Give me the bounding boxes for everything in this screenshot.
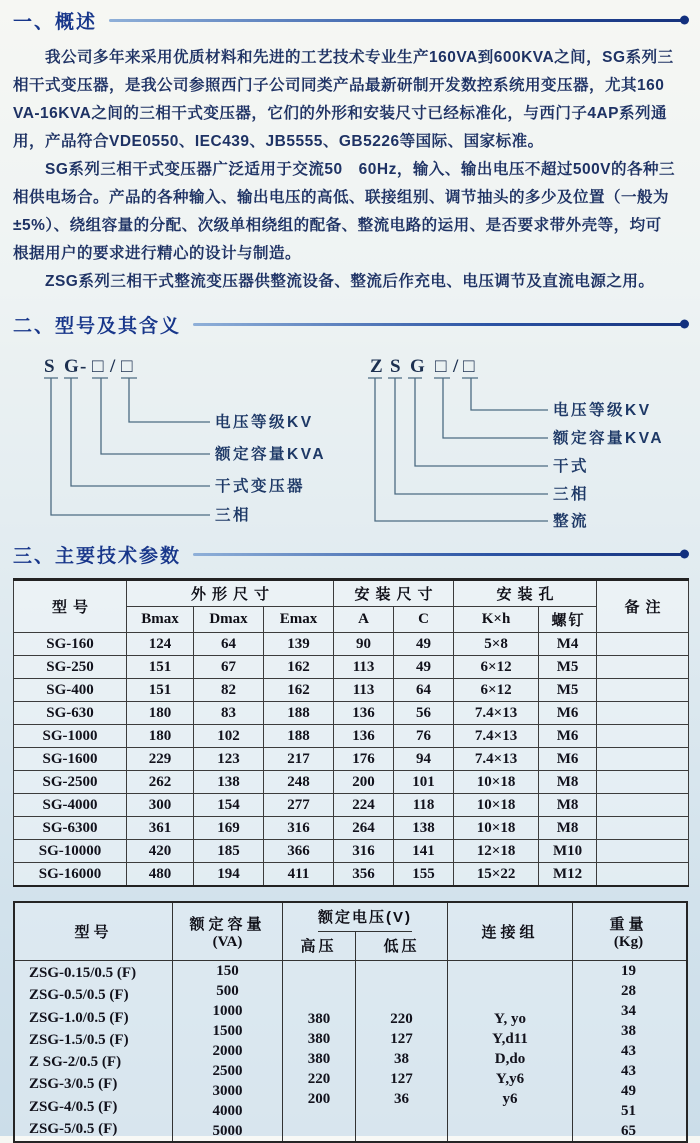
table-cell [597,840,689,863]
diagram-label: 额定容量KVA [215,446,327,463]
header-unit: (Kg) [613,933,644,950]
table-row [14,794,689,817]
capacity-value: 150 [216,963,239,979]
table-cell: 264 [334,817,394,840]
table-cell: M12 [539,863,597,887]
col-header-lv: 低压 [383,938,420,956]
table-cell: 217 [264,748,334,771]
weight-value: 38 [621,1023,636,1039]
weight-value: 28 [621,983,636,999]
table-cell: 138 [194,771,264,794]
table-cell: 229 [127,748,194,771]
table-cell: SG-1600 [14,748,127,771]
table-cell: 64 [394,679,454,702]
lead-line [129,378,210,422]
table-cell [597,771,689,794]
table-cell: 113 [334,679,394,702]
table2-body [15,961,686,1141]
table-cell: SG-6300 [14,817,127,840]
table-cell: 185 [194,840,264,863]
model-value: ZSG-5/0.5 (F) [29,1120,118,1137]
zsg-model-diagram [368,356,664,530]
table-cell [597,633,689,656]
col-header-c: C [394,607,454,633]
diagram-label: 三相 [553,486,590,503]
table2-header [15,903,686,961]
section-rule [193,553,686,556]
hv-value: 200 [307,1091,331,1107]
table-cell: 49 [394,633,454,656]
table-row [14,702,689,725]
col-header-weight [573,903,684,960]
table-cell: M8 [539,771,597,794]
table-cell: 155 [394,863,454,887]
table-cell: 154 [194,794,264,817]
table-cell: 420 [127,840,194,863]
weight-value: 49 [621,1083,636,1099]
weight-value: 43 [621,1043,636,1059]
section1-title: 一、概述 [13,11,98,33]
table-cell: 180 [127,725,194,748]
text-line: 用，产品符合VDE0550、IEC439、JB5555、GB5226等国际、国家标准。 [13,133,544,150]
table-cell: 180 [127,702,194,725]
paragraph [13,268,688,296]
text-line: SG系列三相干式变压器广泛适用于交流50 60Hz，输入、输出电压不超过500V的各种三 [13,161,676,178]
diagram-label: 额定容量KVA [553,430,665,447]
table-cell: 10×18 [454,817,539,840]
diagram-label: 干式 [553,458,590,475]
capacity-value: 3000 [212,1083,243,1099]
connection-value: Y,d11 [492,1031,528,1047]
capacity-value: 500 [216,983,239,999]
placeholder-box: □ [435,356,447,377]
table-cell: 151 [127,656,194,679]
weight-value: 34 [621,1003,636,1019]
table-cell: 262 [127,771,194,794]
lead-line [375,378,548,521]
table-cell: SG-16000 [14,863,127,887]
diagram-label: 三相 [215,507,252,524]
header-label: 重量 [609,915,648,933]
connection-value: D,do [494,1051,526,1067]
table-cell: 316 [334,840,394,863]
table-cell: 224 [334,794,394,817]
lead-line [443,378,548,438]
weight-value: 19 [621,963,636,979]
diagram-label: 电压等级KV [553,402,652,419]
table-cell: 162 [264,656,334,679]
column-capacities [173,961,283,1141]
col-header-a: A [334,607,394,633]
diagram-label: 电压等级KV [215,414,314,431]
connection-value: Y,y6 [495,1071,525,1087]
table-cell: 102 [194,725,264,748]
table-cell: M6 [539,702,597,725]
table-row [14,817,689,840]
code-char: / [453,356,459,377]
model-value: ZSG-4/0.5 (F) [29,1098,118,1115]
table-cell: M8 [539,794,597,817]
model-value: Z SG-2/0.5 (F) [29,1054,122,1071]
lv-value: 220 [390,1011,413,1027]
table-cell: 7.4×13 [454,748,539,771]
table1-body [14,633,689,887]
code-char: S [390,356,401,377]
table-cell: 83 [194,702,264,725]
table-cell [597,725,689,748]
table-cell: 188 [264,725,334,748]
voltage-subheaders [283,932,448,960]
text-line: ZSG系列三相干式整流变压器供整流设备、整流后作充电、电压调节及直流电源之用。 [13,273,655,290]
diagram-label: 整流 [553,513,590,530]
paragraph [13,156,688,268]
lv-value: 36 [394,1091,409,1107]
table-cell: 7.4×13 [454,725,539,748]
table-cell: 356 [334,863,394,887]
lead-line [101,378,210,454]
table-row [14,656,689,679]
section-rule [109,19,686,22]
text-line: 相干式变压器，是我公司参照西门子公司同类产品最新研制开发数控系统用变压器，尤其160 [13,77,665,94]
header-label: 额定容量 [189,915,266,933]
column-models [15,961,173,1141]
table-row [14,771,689,794]
section-rule [193,323,686,326]
text-line: 相供电场合。产品的各种输入、输出电压的高低、联接组别、调节抽头的多少及位置（一般为 [13,189,670,206]
table-cell: 56 [394,702,454,725]
table-row [14,725,689,748]
table1-header [14,580,689,633]
table-cell: 136 [334,725,394,748]
table-cell: M5 [539,656,597,679]
lv-value: 127 [390,1071,413,1087]
column-connections [448,961,573,1141]
diagram-label: 干式变压器 [215,478,306,495]
table-cell: 6×12 [454,679,539,702]
col-header-outline: 外形尺寸 [127,580,334,607]
table-cell: 277 [264,794,334,817]
col-header-remarks: 备注 [597,580,689,633]
col-header-holes: 安装孔 [454,580,597,607]
text-line: 我公司多年来采用优质材料和先进的工艺技术专业生产160VA到600KVA之间，SG系列三 [13,49,674,66]
table-cell: SG-630 [14,702,127,725]
table-cell: M10 [539,840,597,863]
table-cell: SG-10000 [14,840,127,863]
lead-line [51,378,210,515]
capacity-value: 1000 [212,1003,243,1019]
table-cell: 139 [264,633,334,656]
table-cell: 162 [264,679,334,702]
capacity-value: 5000 [212,1123,243,1139]
section3-heading [13,540,688,568]
header-unit: (VA) [212,933,243,950]
col-header-kxh: K×h [454,607,539,633]
table-cell: SG-400 [14,679,127,702]
table-cell: SG-4000 [14,794,127,817]
section2-heading [13,310,688,338]
connection-value: y6 [502,1091,518,1107]
model-value: ZSG-3/0.5 (F) [29,1076,118,1093]
hv-value: 220 [307,1071,331,1087]
table-cell [597,863,689,887]
capacity-value: 1500 [212,1023,243,1039]
table-cell: 76 [394,725,454,748]
table-cell [597,817,689,840]
header-label: 连接组 [481,924,539,941]
col-header-capacity [173,903,283,960]
table-row [14,633,689,656]
weight-value: 65 [621,1123,636,1139]
col-header-voltage: 额定电压(V) [318,903,412,932]
code-char: / [110,356,116,377]
lead-line [71,378,210,486]
connection-value: Y, yo [494,1011,526,1027]
table-cell: 480 [127,863,194,887]
table-cell: M6 [539,748,597,771]
table-cell: 82 [194,679,264,702]
table-cell: SG-250 [14,656,127,679]
model-value: ZSG-1.5/0.5 (F) [29,1031,129,1048]
table-cell: 118 [394,794,454,817]
paragraph [13,44,688,156]
table-cell: 141 [394,840,454,863]
lead-line [415,378,548,466]
table-cell: 151 [127,679,194,702]
col-header-voltage-group [283,903,448,960]
col-header-install: 安装尺寸 [334,580,454,607]
table-cell: 64 [194,633,264,656]
lv-value: 127 [390,1031,413,1047]
table-cell: 316 [264,817,334,840]
table-cell: 248 [264,771,334,794]
sg-dimensions-table [13,578,689,887]
code-char: Z [370,356,383,377]
table-cell: M5 [539,679,597,702]
table-cell: SG-2500 [14,771,127,794]
table-row [14,840,689,863]
text-line: 根据用户的要求进行精心的设计与制造。 [13,245,302,262]
table-cell: 200 [334,771,394,794]
table-cell [597,702,689,725]
code-char: - [80,356,87,377]
table-cell: M8 [539,817,597,840]
capacity-value: 2000 [212,1043,243,1059]
diagram-canvas [13,352,688,540]
table-cell: 361 [127,817,194,840]
weight-value: 51 [621,1103,636,1119]
hv-value: 380 [307,1011,331,1027]
table-cell: 113 [334,656,394,679]
table-cell: 124 [127,633,194,656]
column-weights [573,961,684,1141]
table-cell [597,748,689,771]
table-cell: 5×8 [454,633,539,656]
col-header-hv: 高压 [283,932,356,960]
table-cell: 12×18 [454,840,539,863]
table-cell: 138 [394,817,454,840]
model-meaning-diagrams [13,352,688,540]
table-row [14,863,689,887]
lv-value: 38 [394,1051,409,1067]
table-cell: 411 [264,863,334,887]
table-cell: 194 [194,863,264,887]
table-cell: 90 [334,633,394,656]
table-cell: 188 [264,702,334,725]
hv-value: 380 [307,1031,331,1047]
table-cell: 101 [394,771,454,794]
model-value: ZSG-0.15/0.5 (F) [29,965,137,982]
model-value: ZSG-1.0/0.5 (F) [29,1009,129,1026]
section1-heading [13,6,688,34]
section2-title: 二、型号及其含义 [13,315,182,337]
code-char: S [44,356,55,377]
sg-model-diagram [44,356,326,524]
table-cell: 10×18 [454,794,539,817]
col-header-emax: Emax [264,607,334,633]
col-header-model: 型号 [14,580,127,633]
placeholder-box: □ [463,356,475,377]
table-cell: 123 [194,748,264,771]
hv-value: 380 [307,1051,331,1067]
table-cell: 169 [194,817,264,840]
table-cell: 94 [394,748,454,771]
lead-line [471,378,548,410]
column-low-voltage [356,961,448,1141]
col-header-model [15,903,173,960]
code-char: G [410,356,425,377]
table-cell: 6×12 [454,656,539,679]
text-line: VA-16KVA之间的三相干式变压器，它们的外形和安装尺寸已经标准化，与西门子4AP系列通 [13,105,668,122]
col-header-connection [448,903,573,960]
text-line: ±5%）、绕组容量的分配、次级单相绕组的配备、整流电路的运用、是否要求带外壳等，均可 [13,217,662,234]
table-cell: 49 [394,656,454,679]
table-cell: 136 [334,702,394,725]
code-char: G [64,356,79,377]
col-header-dmax: Dmax [194,607,264,633]
table-cell: 176 [334,748,394,771]
table-cell: 67 [194,656,264,679]
capacity-value: 4000 [212,1103,243,1119]
section3-title: 三、主要技术参数 [13,545,182,567]
table-cell: 15×22 [454,863,539,887]
capacity-value: 2500 [212,1063,243,1079]
table-cell: 7.4×13 [454,702,539,725]
table-cell: SG-1000 [14,725,127,748]
column-high-voltage [283,961,356,1141]
table-cell [597,679,689,702]
overview-text [13,44,688,296]
table-cell: SG-160 [14,633,127,656]
zsg-parameters-table [13,901,688,1143]
table-cell: 366 [264,840,334,863]
col-header-screw: 螺钉 [539,607,597,633]
model-value: ZSG-0.5/0.5 (F) [29,987,129,1004]
placeholder-box: □ [121,356,133,377]
col-header-bmax: Bmax [127,607,194,633]
table-cell [597,656,689,679]
header-label: 型号 [74,924,113,941]
table-row [14,748,689,771]
table-cell [597,794,689,817]
placeholder-box: □ [92,356,104,377]
table-cell: 10×18 [454,771,539,794]
table-cell: 300 [127,794,194,817]
table-row [14,679,689,702]
weight-value: 43 [621,1063,636,1079]
table-cell: M6 [539,725,597,748]
table-cell: M4 [539,633,597,656]
